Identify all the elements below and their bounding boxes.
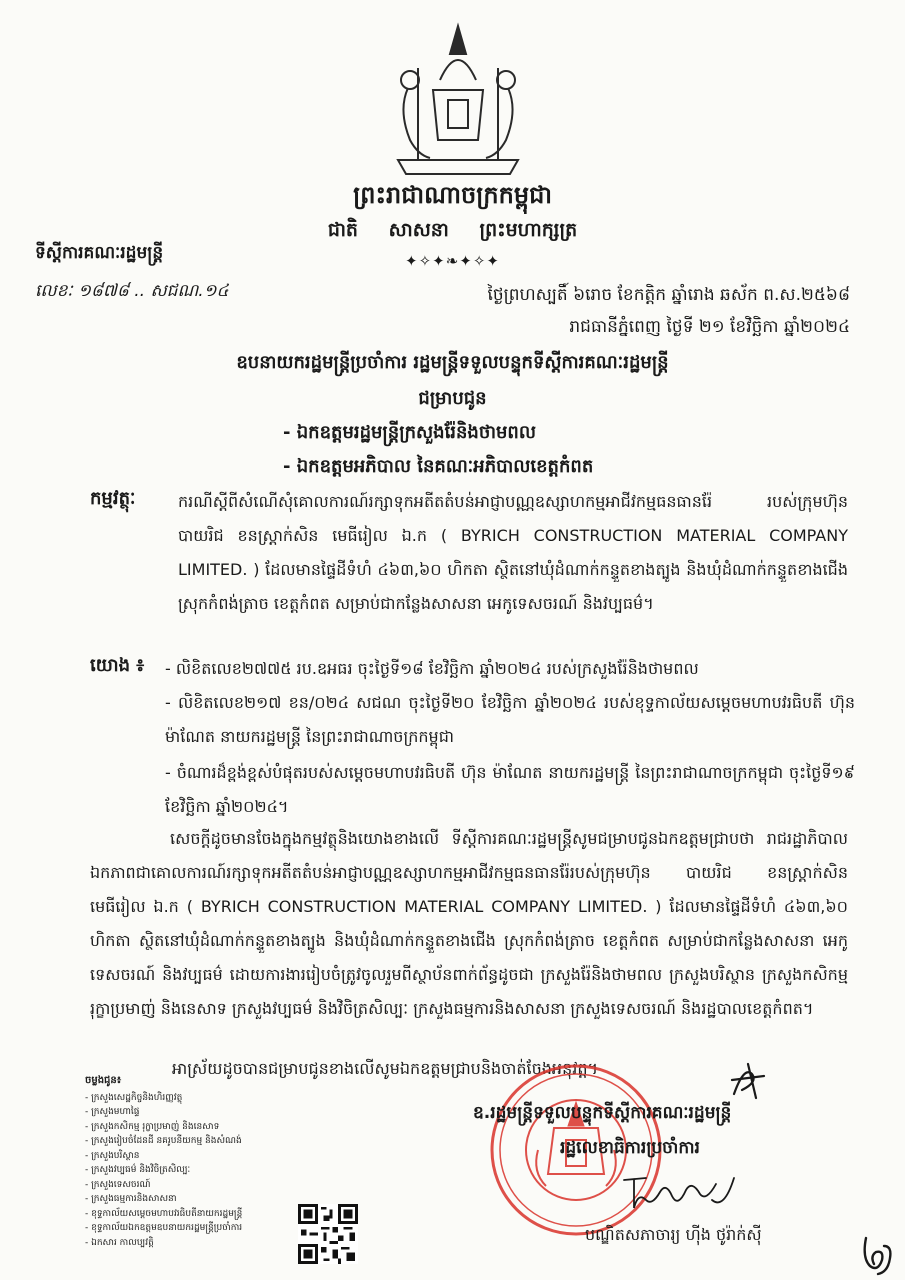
copy-list-item: - ក្រសួងទេសចរណ៍ [85,1179,151,1190]
closing-line: អាស្រ័យដូចបានជម្រាបជូនខាងលើសូមឯកឧត្តមជ្រាបនិងចាត់ចែងអនុវត្ត។ [172,1059,599,1078]
reference-item: - លិខិតលេខ២៧៧៥ រប.ឧអធរ ចុះថ្ងៃទី១៨ ខែវិច្ឆិកា ឆ្នាំ២០២៤ របស់ក្រសួងរ៉ែនិងថាមពល [165,659,699,678]
subject-text: ករណីស្ដីពីសំណើសុំគោលការណ៍រក្សាទុកអតីតតំបន់អាជ្ញាបណ្ណឧស្សាហកម្មអាជីវកម្មធនធានរ៉ែ របស់ក្រុមហ៊ុន បាយរិជ ខនស្ត្រាក់សិន មេធីរៀល ឯ.ក ( BYRICH CONSTRUCTION MATERIAL COMPANY LIMITED. ) ដែលមានផ្ទៃដីទំហំ ៤៦៣,៦០ ហិកតា ស្ថិតនៅឃុំដំណាក់កន្ទួតខាងត្បូង និងឃុំដំណាក់កន្ទួតខាងជើង ស្រុកកំពង់ត្រាច ខេត្តកំពត សម្រាប់ជាកន្លែងសាសនា អេកូទេសចរណ៍ និងវប្បធម៌។ [178,492,848,613]
signatory-title: ឧ.រដ្ឋមន្ត្រីទទួលបន្ទុកទីស្ដីការគណៈរដ្ឋមន្ត្រី [473,1103,732,1123]
recipient-item: - ឯកឧត្តមអភិបាល នៃគណៈអភិបាលខេត្តកំពត [283,456,594,477]
handwritten-signature-icon [620,1170,740,1215]
ornament-divider: ✦✧✦❧✦✧✦ [405,252,500,270]
issuing-office: ទីស្ដីការគណៈរដ្ឋមន្ត្រី [35,243,164,263]
copy-list-item: - ខុទ្ទកាល័យសម្ដេចមហាបវរធិបតីនាយករដ្ឋមន្ត្រី [85,1208,243,1219]
national-motto: ជាតិ សាសនា ព្រះមហាក្សត្រ [327,219,578,241]
copy-list-item: - ឯកសារ កាលប្បវត្តិ [85,1237,154,1248]
solar-date: រាជធានីភ្នំពេញ ថ្ងៃទី ២១ ខែវិច្ឆិកា ឆ្នាំ២០២៤ [569,317,850,337]
signer-name: បណ្ឌិតសភាចារ្យ ហ៊ីង ថូរ៉ាក់ស៊ី [585,1225,762,1244]
signatory-position: រដ្ឋលេខាធិការប្រចាំការ [560,1138,700,1158]
addressee-heading: ជម្រាបជូន [418,388,487,409]
lunar-date: ថ្ងៃព្រហស្បតិ៍ ៦រោច ខែកត្តិក ឆ្នាំរោង ឆស័ក ព.ស.២៥៦៨ [487,285,850,305]
copy-list-item: - ក្រសួងសេដ្ឋកិច្ចនិងហិរញ្ញវត្ថុ [85,1092,183,1103]
copy-list-item: - ក្រសួងវប្បធម៌ និងវិចិត្រសិល្បៈ [85,1165,191,1175]
handwritten-page-mark-icon [858,1232,898,1277]
qr-code-icon [298,1204,358,1264]
copy-list-item: - ក្រសួងបរិស្ថាន [85,1150,140,1161]
copy-list-item: - ក្រសួងកសិកម្ម រុក្ខាប្រមាញ់ និងនេសាទ [85,1121,220,1132]
copy-list [85,1074,242,1250]
copy-list-item: - ក្រសួងមហាផ្ទៃ [85,1107,140,1117]
reference-item: - លិខិតលេខ២១៧ ខន/០២៤ សជណ ចុះថ្ងៃទី២០ ខែវិច្ឆិកា ឆ្នាំ២០២៤ របស់ខុទ្ទកាល័យសម្ដេចមហាបវរធិបតី ហ៊ុន ម៉ាណែត នាយករដ្ឋមន្ត្រី នៃព្រះរាជាណាចក្រកម្ពុជា [165,693,855,746]
reference-number: លេខៈ ១៨៧៨ .. សជណ.១៤ [35,281,229,301]
reference-item: - ចំណារដ៏ខ្ពង់ខ្ពស់បំផុតរបស់សម្ដេចមហាបវរធិបតី ហ៊ុន ម៉ាណែត នាយករដ្ឋមន្ត្រី នៃព្រះរាជាណាចក្រកម្ពុជា ចុះថ្ងៃទី១៩ ខែវិច្ឆិកា ឆ្នាំ២០២៤។ [165,763,855,816]
body-paragraph: សេចក្ដីដូចមានចែងក្នុងកម្មវត្ថុនិងយោងខាងលើ ទីស្ដីការគណៈរដ្ឋមន្ត្រីសូមជម្រាបជូនឯកឧត្តមជ្រាបថា រាជរដ្ឋាភិបាលឯកភាពជាគោលការណ៍រក្សាទុកអតីតតំបន់អាជ្ញាបណ្ណឧស្សាហកម្មអាជីវកម្មធនធានរ៉ែរបស់ក្រុមហ៊ុន បាយរិជ ខនស្ត្រាក់សិន មេធីរៀល ឯ.ក ( BYRICH CONSTRUCTION MATERIAL COMPANY LIMITED. ) ដែលមានផ្ទៃដីទំហំ ៤៦៣,៦០ ហិកតា ស្ថិតនៅឃុំដំណាក់កន្ទួតខាងត្បូង និងឃុំដំណាក់កន្ទួតខាងជើង ស្រុកកំពង់ត្រាច ខេត្តកំពត សម្រាប់ជាកន្លែងសាសនា អេកូទេសចរណ៍ និងវប្បធម៌ ដោយការងាររៀបចំត្រូវចូលរួមពីស្ថាប័នពាក់ព័ន្ធដូចជា ក្រសួងរ៉ែនិងថាមពល ក្រសួងបរិស្ថាន ក្រសួងកសិកម្ម រុក្ខាប្រមាញ់ និងនេសាទ ក្រសួងវប្បធម៌ និងវិចិត្រសិល្បៈ ក្រសួងធម្មការនិងសាសនា ក្រសួងទេសចរណ៍ និងរដ្ឋបាលខេត្តកំពត។ [90,829,848,1018]
royal-coat-of-arms-icon [378,20,538,180]
references-label: យោង ៖ [90,655,145,676]
copy-list-item: - ក្រសួងធម្មការនិងសាសនា [85,1194,177,1204]
recipient-item: - ឯកឧត្តមរដ្ឋមន្ត្រីក្រសួងរ៉ែនិងថាមពល [283,422,536,443]
subject-label: កម្មវត្ថុៈ [90,488,136,509]
copy-list-item: - ក្រសួងរៀបចំដែនដី នគរូបនីយកម្ម និងសំណង់ [85,1136,242,1146]
sender-line: ឧបនាយករដ្ឋមន្ត្រីប្រចាំការ រដ្ឋមន្ត្រីទទួលបន្ទុកទីស្ដីការគណៈរដ្ឋមន្ត្រី [236,352,669,373]
kingdom-title: ព្រះរាជាណាចក្រកម្ពុជា [353,181,552,209]
copy-list-title: ចម្លងជូន៖ [85,1075,122,1086]
copy-list-item: - ខុទ្ទកាល័យឯកឧត្តមឧបនាយករដ្ឋមន្ត្រីប្រចាំការ [85,1223,243,1233]
initial-mark-icon [728,1060,768,1102]
